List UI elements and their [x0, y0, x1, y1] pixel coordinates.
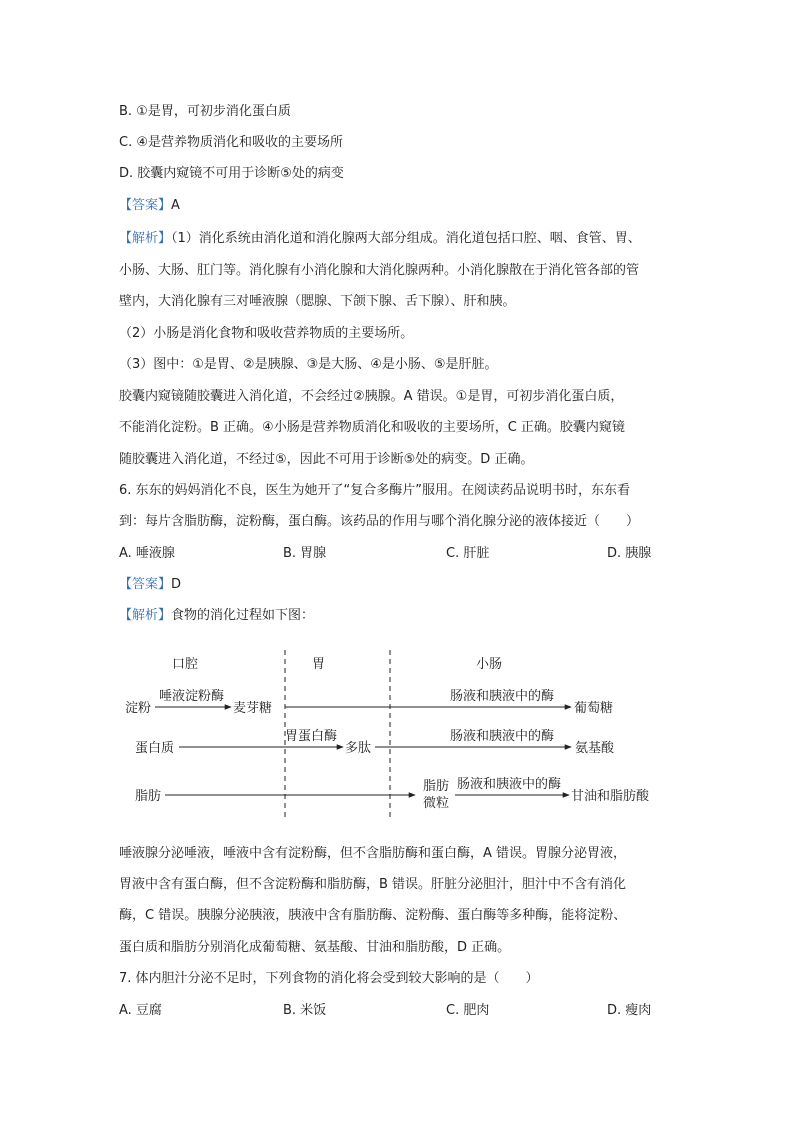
digestion-diagram	[119, 644, 679, 834]
label-glucose: 葡萄糖	[574, 701, 614, 716]
header-small-intestine: 小肠	[476, 657, 503, 672]
label-enzymes-1: 肠液和胰液中的酶	[450, 689, 555, 704]
q6-option-b: B. 胃腺	[283, 546, 327, 561]
analysis-text: （1）消化系统由消化道和消化腺两大部分组成。消化道包括口腔、咽、食管、胃、	[171, 231, 641, 246]
answer-value: A	[171, 198, 180, 213]
analysis-line-q6-3: 酶，C 错误。胰腺分泌胰液，胰液中含有脂肪酶、淀粉酶、蛋白酶等多种酶，能将淀粉、	[119, 908, 627, 923]
line-option-c: C. ④是营养物质消化和吸收的主要场所	[119, 135, 343, 150]
label-glycerol-fatty-acid: 甘油和脂肪酸	[571, 789, 650, 804]
q7-option-b: B. 米饭	[283, 1003, 327, 1018]
analysis-line-q6-2: 胃液中含有蛋白酶，但不含淀粉酶和脂肪酶，B 错误。肝脏分泌胆汁，胆汁中不含有消化	[119, 877, 627, 892]
question-6-line-2: 到：每片含脂肪酶，淀粉酶，蛋白酶。该药品的作用与哪个消化腺分泌的液体接近（ ）	[119, 514, 640, 529]
answer-tag: 【答案】	[119, 198, 172, 213]
q7-option-c: C. 肥肉	[446, 1003, 490, 1018]
label-protein: 蛋白质	[135, 741, 175, 756]
q6-option-d: D. 胰腺	[607, 546, 652, 561]
q7-option-a: A. 豆腐	[119, 1003, 162, 1018]
header-mouth: 口腔	[172, 657, 199, 672]
q7-option-d: D. 瘦肉	[607, 1003, 652, 1018]
question-7: 7. 体内胆汁分泌不足时，下列食物的消化将会受到较大影响的是（ ）	[119, 971, 539, 986]
analysis-tag: 【解析】	[119, 231, 172, 246]
label-maltose: 麦芽糖	[233, 701, 273, 716]
question-6-line-1: 6. 东东的妈妈消化不良，医生为她开了“复合多酶片”服用。在阅读药品说明书时，东东看	[119, 483, 631, 498]
q6-option-c: C. 肝脏	[446, 546, 490, 561]
label-salivary-amylase: 唾液淀粉酶	[159, 689, 225, 704]
answer-value: D	[171, 577, 182, 592]
analysis-line-q5-1	[119, 231, 641, 247]
label-enzymes-3: 肠液和胰液中的酶	[457, 777, 562, 792]
label-peptide: 多肽	[345, 741, 372, 756]
answer-tag: 【答案】	[119, 577, 172, 592]
analysis-line-q6-intro	[119, 608, 314, 624]
line-option-d: D. 胶囊内窥镜不可用于诊断⑤处的病变	[119, 166, 344, 181]
answer-line-q6	[119, 577, 181, 593]
label-enzymes-2: 肠液和胰液中的酶	[450, 729, 555, 744]
q6-option-a: A. 唾液腺	[119, 546, 175, 561]
label-fat-droplet-top: 脂肪	[423, 779, 450, 794]
analysis-tag: 【解析】	[119, 608, 172, 623]
analysis-text: 食物的消化过程如下图：	[171, 608, 315, 623]
label-amino-acid: 氨基酸	[575, 741, 615, 756]
header-stomach: 胃	[312, 657, 326, 672]
analysis-line-q5-7: 不能消化淀粉。B 正确。④小肠是营养物质消化和吸收的主要场所，C 正确。胶囊内窥镜	[119, 420, 625, 435]
answer-line-q5	[119, 198, 180, 214]
analysis-line-q5-5: （3）图中：①是胃、②是胰腺、③是大肠、④是小肠、⑤是肝脏。	[119, 357, 498, 372]
label-fat-droplet-bottom: 微粒	[423, 796, 450, 811]
analysis-line-q5-3: 壁内，大消化腺有三对唾液腺（腮腺、下颌下腺、舌下腺）、肝和胰。	[119, 294, 516, 309]
analysis-line-q5-8: 随胶囊进入消化道，不经过⑤，因此不可用于诊断⑤处的病变。D 正确。	[119, 452, 534, 467]
analysis-line-q6-4: 蛋白质和脂肪分别消化成葡萄糖、氨基酸、甘油和脂肪酸，D 正确。	[119, 940, 511, 955]
analysis-line-q5-4: （2）小肠是消化食物和吸收营养物质的主要场所。	[119, 326, 414, 341]
line-option-b: B. ①是胃，可初步消化蛋白质	[119, 104, 291, 119]
label-fat: 脂肪	[135, 789, 162, 804]
analysis-line-q5-2: 小肠、大肠、肛门等。消化腺有小消化腺和大消化腺两种。小消化腺散在于消化管各部的管	[119, 263, 640, 278]
label-pepsin: 胃蛋白酶	[285, 729, 338, 744]
analysis-line-q6-1: 唾液腺分泌唾液，唾液中含有淀粉酶，但不含脂肪酶和蛋白酶，A 错误。胃腺分泌胃液，	[119, 846, 627, 861]
label-starch: 淀粉	[125, 701, 152, 716]
analysis-line-q5-6: 胶囊内窥镜随胶囊进入消化道，不会经过②胰腺。A 错误。①是胃，可初步消化蛋白质，	[119, 389, 624, 404]
